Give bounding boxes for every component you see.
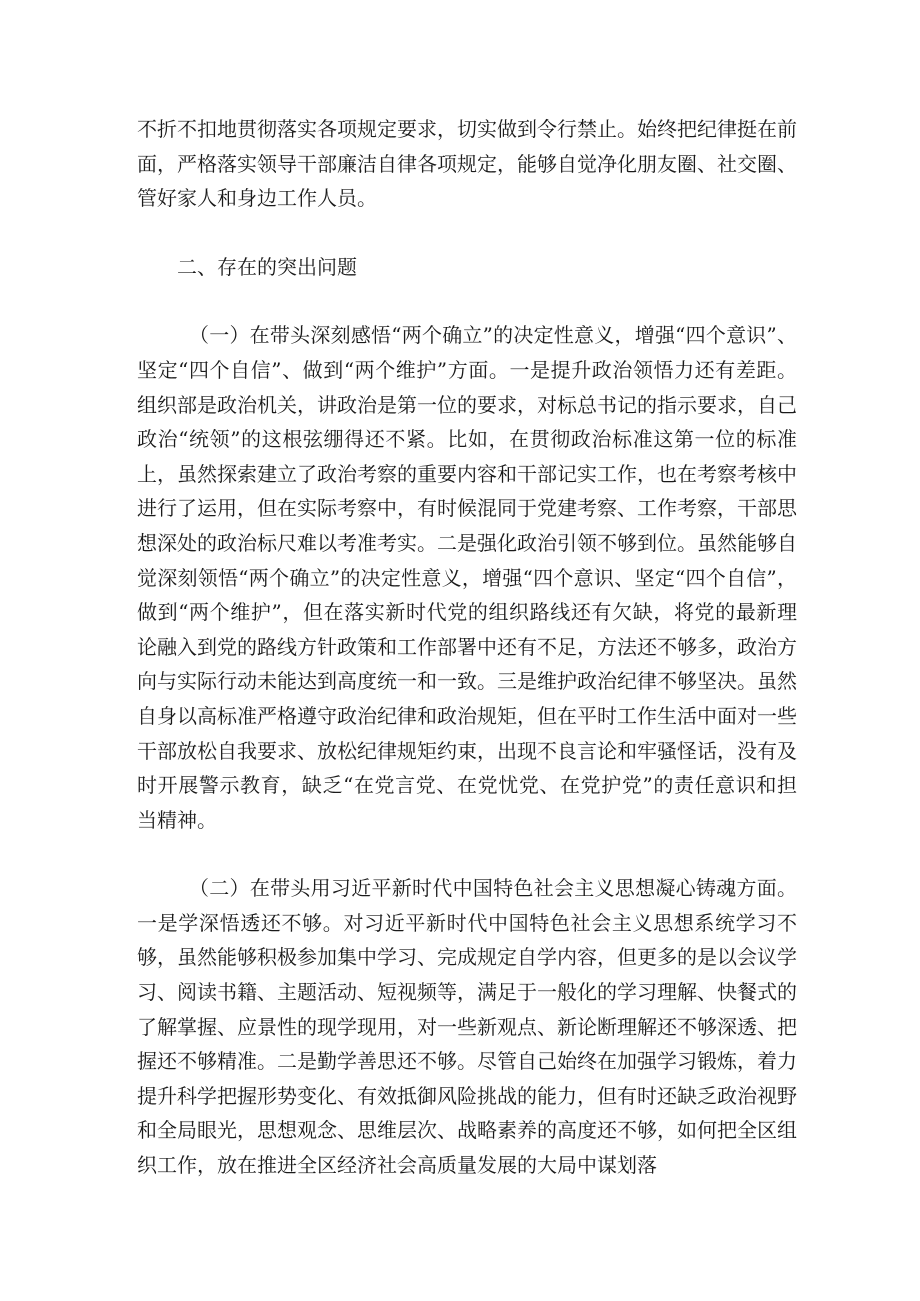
document-page: [137, 112, 797, 1217]
paragraph-one: （一）在带头深刻感悟“两个确立”的决定性意义，增强“四个意识”、坚定“四个自信”、做到“两个维护”方面。一是提升政治领悟力还有差距。组织部是政治机关，讲政治是第一位的要求，对标总书记的指示要求，自己政治“统领”的这根弦绷得还不紧。比如，在贯彻政治标准这第一位的标准上，虽然探索建立了政治考察的重要内容和干部记实工作，也在考察考核中进行了运用，但在实际考察中，有时候混同于党建考察、工作考察，干部思想深处的政治标尺难以考准考实。二是强化政治引领不够到位。虽然能够自觉深刻领悟“两个确立”的决定性意义，增强“四个意识、坚定“四个自信”，做到“两个维护”，但在落实新时代党的组织路线还有欠缺，将党的最新理论融入到党的路线方针政策和工作部署中还有不足，方法还不够多，政治方向与实际行动未能达到高度统一和一致。三是维护政治纪律不够坚决。虽然自身以高标准严格遵守政治纪律和政治规矩，但在平时工作生活中面对一些干部放松自我要求、放松纪律规矩约束，出现不良言论和牢骚怪话，没有及时开展警示教育，缺乏“在党言党、在党忧党、在党护党”的责任意识和担当精神。: [137, 323, 797, 832]
continued-paragraph: 不折不扣地贯彻落实各项规定要求，切实做到令行禁止。始终把纪律挺在前面，严格落实领导干部廉洁自律各项规定，能够自觉净化朋友圈、社交圈、管好家人和身边工作人员。: [137, 117, 797, 211]
section-heading: 二、存在的突出问题: [177, 254, 357, 279]
paragraph-two: （二）在带头用习近平新时代中国特色社会主义思想凝心铸魂方面。一是学深悟透还不够。对习近平新时代中国特色社会主义思想系统学习不够，虽然能够积极参加集中学习、完成规定自学内容，但更多的是以会议学习、阅读书籍、主题活动、短视频等，满足于一般化的学习理解、快餐式的了解掌握、应景性的现学现用，对一些新观点、新论断理解还不够深透、把握还不够精准。二是勤学善思还不够。尽管自己始终在加强学习锻炼，着力提升科学把握形势变化、有效抵御风险挑战的能力，但有时还缺乏政治视野和全局眼光，思想观念、思维层次、战略素养的高度还不够，如何把全区组织工作，放在推进全区经济社会高质量发展的大局中谋划落: [137, 876, 797, 1178]
